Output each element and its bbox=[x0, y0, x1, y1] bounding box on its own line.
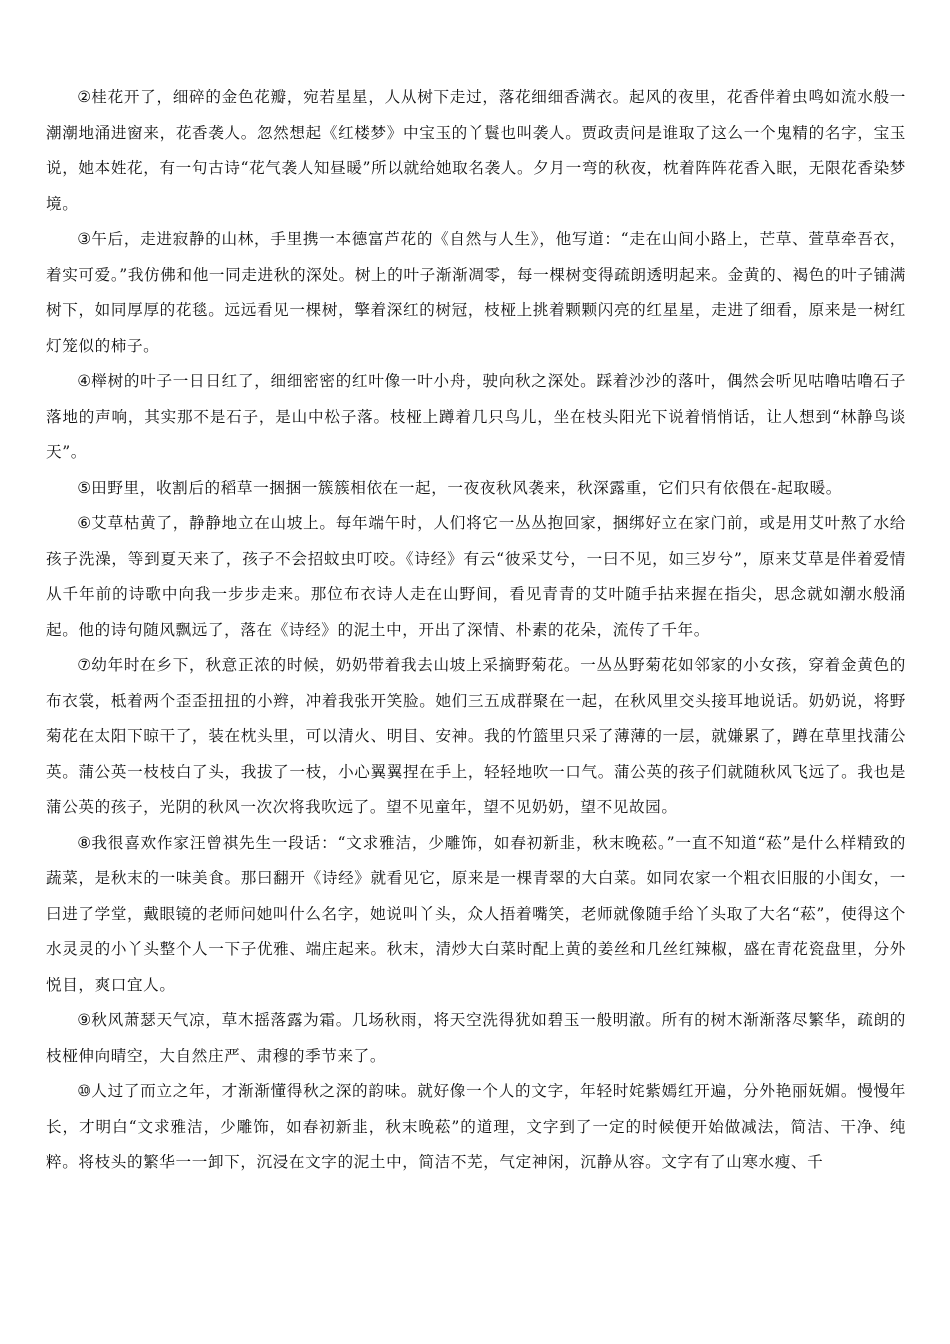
document-body bbox=[46, 80, 906, 1181]
paragraph-3 bbox=[46, 222, 906, 364]
paragraph-8 bbox=[46, 826, 906, 1004]
paragraph-5 bbox=[46, 471, 906, 507]
paragraph-9 bbox=[46, 1003, 906, 1074]
paragraph-number: ② bbox=[77, 88, 92, 106]
paragraph-6 bbox=[46, 506, 906, 648]
paragraph-text: 榉树的叶子一日日红了，细细密密的红叶像一叶小舟，驶向秋之深处。踩着沙沙的落叶，偶然会听见咕噜咕噜石子落地的声响，其实那不是石子，是山中松子落。枝桠上蹲着几只鸟儿，坐在枝头阳光下说着悄悄话，让人想到“林静鸟谈天”。 bbox=[46, 372, 906, 461]
paragraph-text: 我很喜欢作家汪曾祺先生一段话：“文求雅洁，少雕饰，如春初新韭，秋末晚菘。”一直不知道“菘”是什么样精致的蔬菜，是秋末的一味美食。那曰翻开《诗经》就看见它，原来是一棵青翠的大白菜。如同农家一个粗衣旧服的小闺女，一曰进了学堂，戴眼镜的老师问她叫什么名字，她说叫丫头，众人捂着嘴笑，老师就像随手给丫头取了大名“菘”，使得这个水灵灵的小丫头整个人一下子优雅、端庄起来。秋末，清炒大白菜时配上黄的姜丝和几丝红辣椒，盛在青花瓷盘里，分外悦目，爽口宜人。 bbox=[46, 833, 906, 994]
paragraph-text: 人过了而立之年，才渐渐懂得秋之深的韵味。就好像一个人的文字，年轻时姹紫嫣红开遍，分外艳丽妩媚。慢慢年长，才明白“文求雅洁，少雕饰，如春初新韭，秋末晚菘”的道理，文字到了一定的时候便开始做减法，简洁、干净、纯粹。将枝头的繁华一一卸下，沉浸在文字的泥土中，简洁不芜，气定神闲，沉静从容。文字有了山寒水瘦、千 bbox=[46, 1082, 906, 1171]
paragraph-text: 艾草枯黄了，静静地立在山坡上。每年端午时，人们将它一丛丛抱回家，捆绑好立在家门前，或是用艾叶熬了水给孩子洗澡，等到夏天来了，孩子不会招蚊虫叮咬。《诗经》有云“彼采艾兮，一曰不见，如三岁兮”，原来艾草是伴着爱情从千年前的诗歌中向我一步步走来。那位布衣诗人走在山野间，看见青青的艾叶随手拈来握在指尖，思念就如潮水般涌起。他的诗句随风飘远了，落在《诗经》的泥土中，开出了深情、朴素的花朵，流传了千年。 bbox=[46, 514, 906, 639]
paragraph-text: 秋风萧瑟天气凉，草木摇落露为霜。几场秋雨，将天空洗得犹如碧玉一般明澈。所有的树木渐渐落尽繁华，疏朗的枝桠伸向晴空，大自然庄严、肃穆的季节来了。 bbox=[46, 1011, 906, 1065]
paragraph-text: 午后，走进寂静的山林，手里携一本德富芦花的《自然与人生》，他写道：“走在山间小路上，芒草、萱草牵吾衣，着实可爱。”我仿佛和他一同走进秋的深处。树上的叶子渐渐凋零，每一棵树变得疏朗透明起来。金黄的、褐色的叶子铺满树下，如同厚厚的花毯。远远看见一棵树，擎着深红的树冠，枝桠上挑着颗颗闪亮的红星星，走进了细看，原来是一树红灯笼似的柿子。 bbox=[46, 230, 906, 355]
paragraph-number: ④ bbox=[77, 372, 92, 390]
paragraph-number: ⑧ bbox=[77, 833, 92, 852]
paragraph-text: 幼年时在乡下，秋意正浓的时候，奶奶带着我去山坡上采摘野菊花。一丛丛野菊花如邻家的小女孩，穿着金黄色的布衣裳，柢着两个歪歪扭扭的小辫，冲着我张开笑脸。她们三五成群聚在一起，在秋风里交头接耳地说话。奶奶说，将野菊花在太阳下晾干了，装在枕头里，可以清火、明目、安神。我的竹篮里只采了薄薄的一层，就嫌累了，蹲在草里找蒲公英。蒲公英一枝枝白了头，我拔了一枝，小心翼翼捏在手上，轻轻地吹一口气。蒲公英的孩子们就随秋风飞远了。我也是蒲公英的孩子，光阴的秋风一次次将我吹远了。望不见童年，望不见奶奶，望不见故园。 bbox=[46, 656, 906, 816]
paragraph-number: ⑤ bbox=[77, 478, 92, 497]
paragraph-2 bbox=[46, 80, 906, 222]
paragraph-number: ③ bbox=[77, 230, 92, 248]
paragraph-4 bbox=[46, 364, 906, 471]
paragraph-number: ⑩ bbox=[77, 1082, 92, 1100]
paragraph-text: 桂花开了，细碎的金色花瓣，宛若星星，人从树下走过，落花细细香满衣。起风的夜里，花香伴着虫鸣如流水般一潮潮地涌进窗来，花香袭人。忽然想起《红楼梦》中宝玉的丫鬟也叫袭人。贾政责问是谁取了这么一个鬼精的名字，宝玉说，她本姓花，有一句古诗“花气袭人知昼暖”所以就给她取名袭人。夕月一弯的秋夜，枕着阵阵花香入眠，无限花香染梦境。 bbox=[46, 88, 906, 213]
paragraph-7 bbox=[46, 648, 906, 826]
paragraph-number: ⑥ bbox=[77, 514, 92, 532]
paragraph-text: 田野里，收割后的稻草一捆捆一簇簇相依在一起，一夜夜秋风袭来，秋深露重，它们只有依偎在-起取暖。 bbox=[91, 478, 842, 497]
paragraph-number: ⑨ bbox=[77, 1011, 92, 1029]
paragraph-number: ⑦ bbox=[77, 656, 92, 674]
paragraph-10 bbox=[46, 1074, 906, 1181]
